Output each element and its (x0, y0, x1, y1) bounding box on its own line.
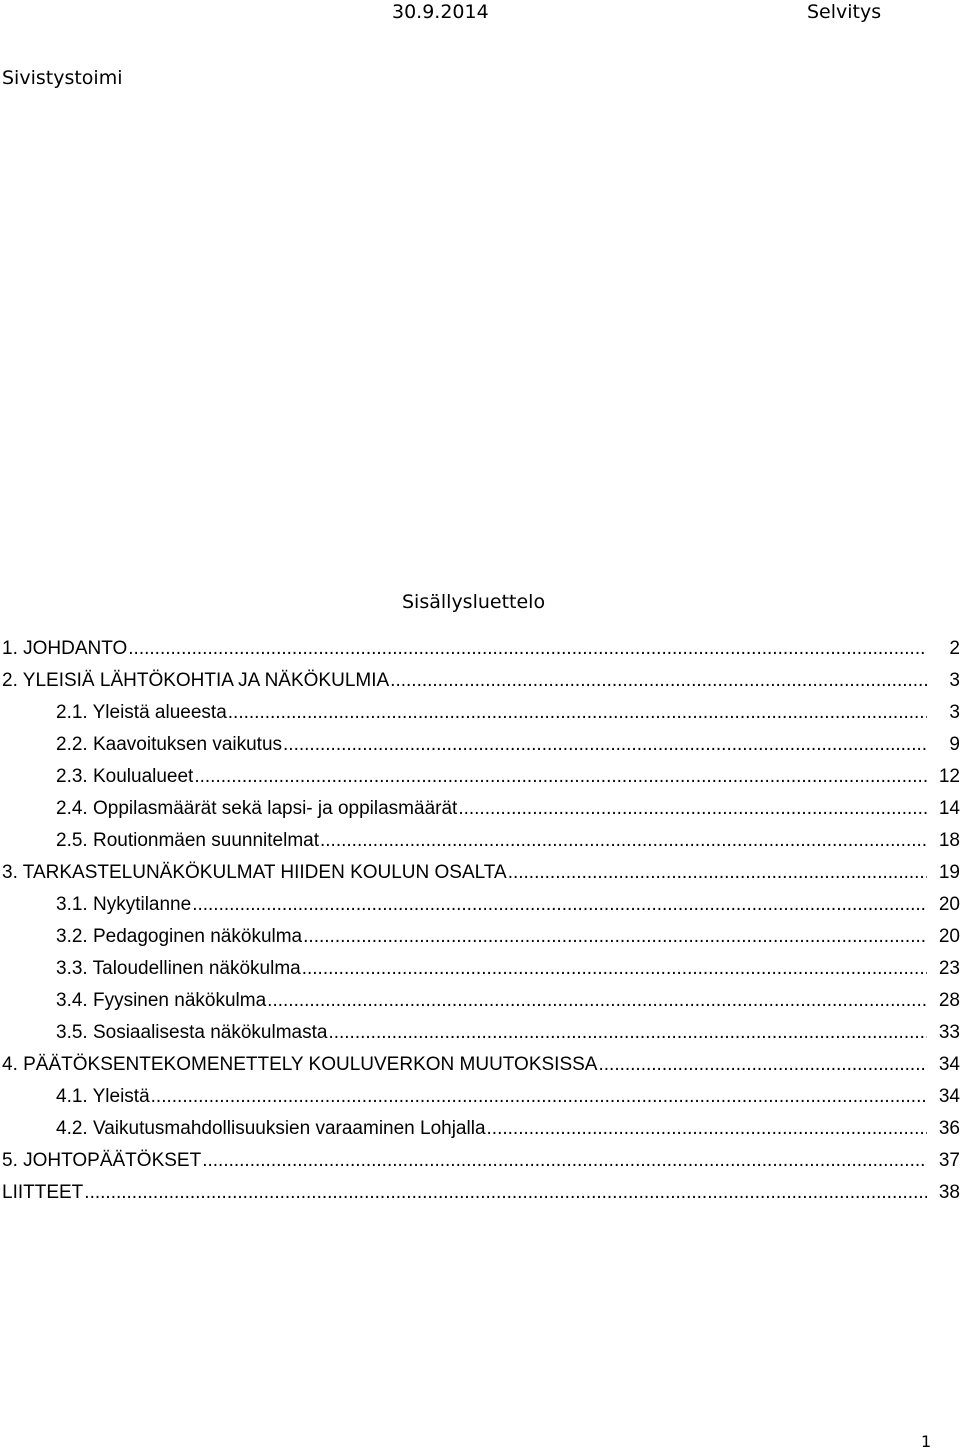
toc-entry-page: 19 (938, 862, 960, 883)
toc-entry-page: 34 (938, 1054, 960, 1075)
toc-dot-leader (303, 925, 927, 949)
toc-dot-leader (458, 797, 927, 821)
toc-entry-title: 3.5. Sosiaalisesta näkökulmasta (56, 1022, 328, 1043)
toc-entry-page: 2 (949, 638, 960, 659)
toc-heading: Sisällysluettelo (402, 591, 546, 613)
toc-dot-leader (151, 1085, 927, 1109)
toc-entry-page: 18 (938, 830, 960, 851)
toc-entry[interactable] (2, 829, 960, 861)
toc-dot-leader (390, 669, 927, 693)
toc-entry-title: 2.2. Kaavoituksen vaikutus (56, 734, 283, 755)
toc-entry-page: 20 (938, 894, 960, 915)
toc-entry[interactable] (2, 989, 960, 1021)
toc-entry[interactable] (2, 1053, 960, 1085)
toc-entry-title: 4.1. Yleistä (56, 1086, 150, 1107)
toc-entry-page: 9 (949, 734, 960, 755)
toc-entry[interactable] (2, 1021, 960, 1053)
toc-entry[interactable] (2, 765, 960, 797)
toc-entry[interactable] (2, 925, 960, 957)
toc-entry-title: 3.2. Pedagoginen näkökulma (56, 926, 303, 947)
header-date: 30.9.2014 (392, 1, 489, 23)
header-organization: Sivistystoimi (2, 67, 123, 89)
toc-entry[interactable] (2, 637, 960, 669)
toc-entry-title: LIITTEET (2, 1182, 84, 1203)
toc-dot-leader (128, 637, 927, 661)
toc-dot-leader (84, 1181, 927, 1205)
toc-entry-title: 3. TARKASTELUNÄKÖKULMAT HIIDEN KOULUN OSALTA (2, 862, 507, 883)
toc-entry-page: 12 (938, 766, 960, 787)
toc-entry-title: 2.1. Yleistä alueesta (56, 702, 227, 723)
toc-entry-page: 28 (938, 990, 960, 1011)
toc-entry[interactable] (2, 1181, 960, 1213)
toc-entry-page: 33 (938, 1022, 960, 1043)
toc-dot-leader (192, 893, 927, 917)
page-number: 1 (921, 1432, 932, 1451)
toc-entry[interactable] (2, 893, 960, 925)
header-document-type: Selvitys (807, 1, 882, 23)
toc-dot-leader (320, 829, 927, 853)
toc-entry[interactable] (2, 1149, 960, 1181)
toc-entry-page: 3 (949, 702, 960, 723)
toc-entry[interactable] (2, 957, 960, 989)
toc-entry-title: 2.4. Oppilasmäärät sekä lapsi- ja oppilasmäärät (56, 798, 458, 819)
toc-entry[interactable] (2, 861, 960, 893)
toc-entry-title: 4.2. Vaikutusmahdollisuuksien varaaminen Lohjalla (56, 1118, 486, 1139)
table-of-contents (2, 637, 960, 1213)
toc-entry-page: 20 (938, 926, 960, 947)
toc-dot-leader (202, 1149, 927, 1173)
toc-entry-page: 14 (938, 798, 960, 819)
toc-dot-leader (487, 1117, 927, 1141)
toc-entry-title: 3.1. Nykytilanne (56, 894, 192, 915)
toc-entry[interactable] (2, 1085, 960, 1117)
toc-entry[interactable] (2, 701, 960, 733)
toc-dot-leader (328, 1021, 927, 1045)
toc-dot-leader (194, 765, 927, 789)
toc-entry-title: 2. YLEISIÄ LÄHTÖKOHTIA JA NÄKÖKULMIA (2, 670, 390, 691)
toc-dot-leader (228, 701, 927, 725)
toc-dot-leader (283, 733, 927, 757)
toc-entry-page: 34 (938, 1086, 960, 1107)
toc-entry-title: 3.4. Fyysinen näkökulma (56, 990, 267, 1011)
toc-entry[interactable] (2, 669, 960, 701)
toc-entry[interactable] (2, 1117, 960, 1149)
toc-entry[interactable] (2, 797, 960, 829)
toc-dot-leader (302, 957, 927, 981)
toc-entry-page: 23 (938, 958, 960, 979)
toc-entry-title: 3.3. Taloudellinen näkökulma (56, 958, 301, 979)
toc-entry-title: 1. JOHDANTO (2, 638, 128, 659)
toc-dot-leader (508, 861, 927, 885)
toc-entry-page: 38 (938, 1182, 960, 1203)
toc-entry-page: 3 (949, 670, 960, 691)
toc-entry-title: 5. JOHTOPÄÄTÖKSET (2, 1150, 202, 1171)
toc-entry[interactable] (2, 733, 960, 765)
toc-dot-leader (267, 989, 927, 1013)
toc-entry-page: 36 (938, 1118, 960, 1139)
toc-entry-title: 4. PÄÄTÖKSENTEKOMENETTELY KOULUVERKON MUUTOKSISSA (2, 1054, 598, 1075)
toc-dot-leader (598, 1053, 927, 1077)
toc-entry-title: 2.5. Routionmäen suunnitelmat (56, 830, 319, 851)
toc-entry-page: 37 (938, 1150, 960, 1171)
toc-entry-title: 2.3. Koulualueet (56, 766, 194, 787)
